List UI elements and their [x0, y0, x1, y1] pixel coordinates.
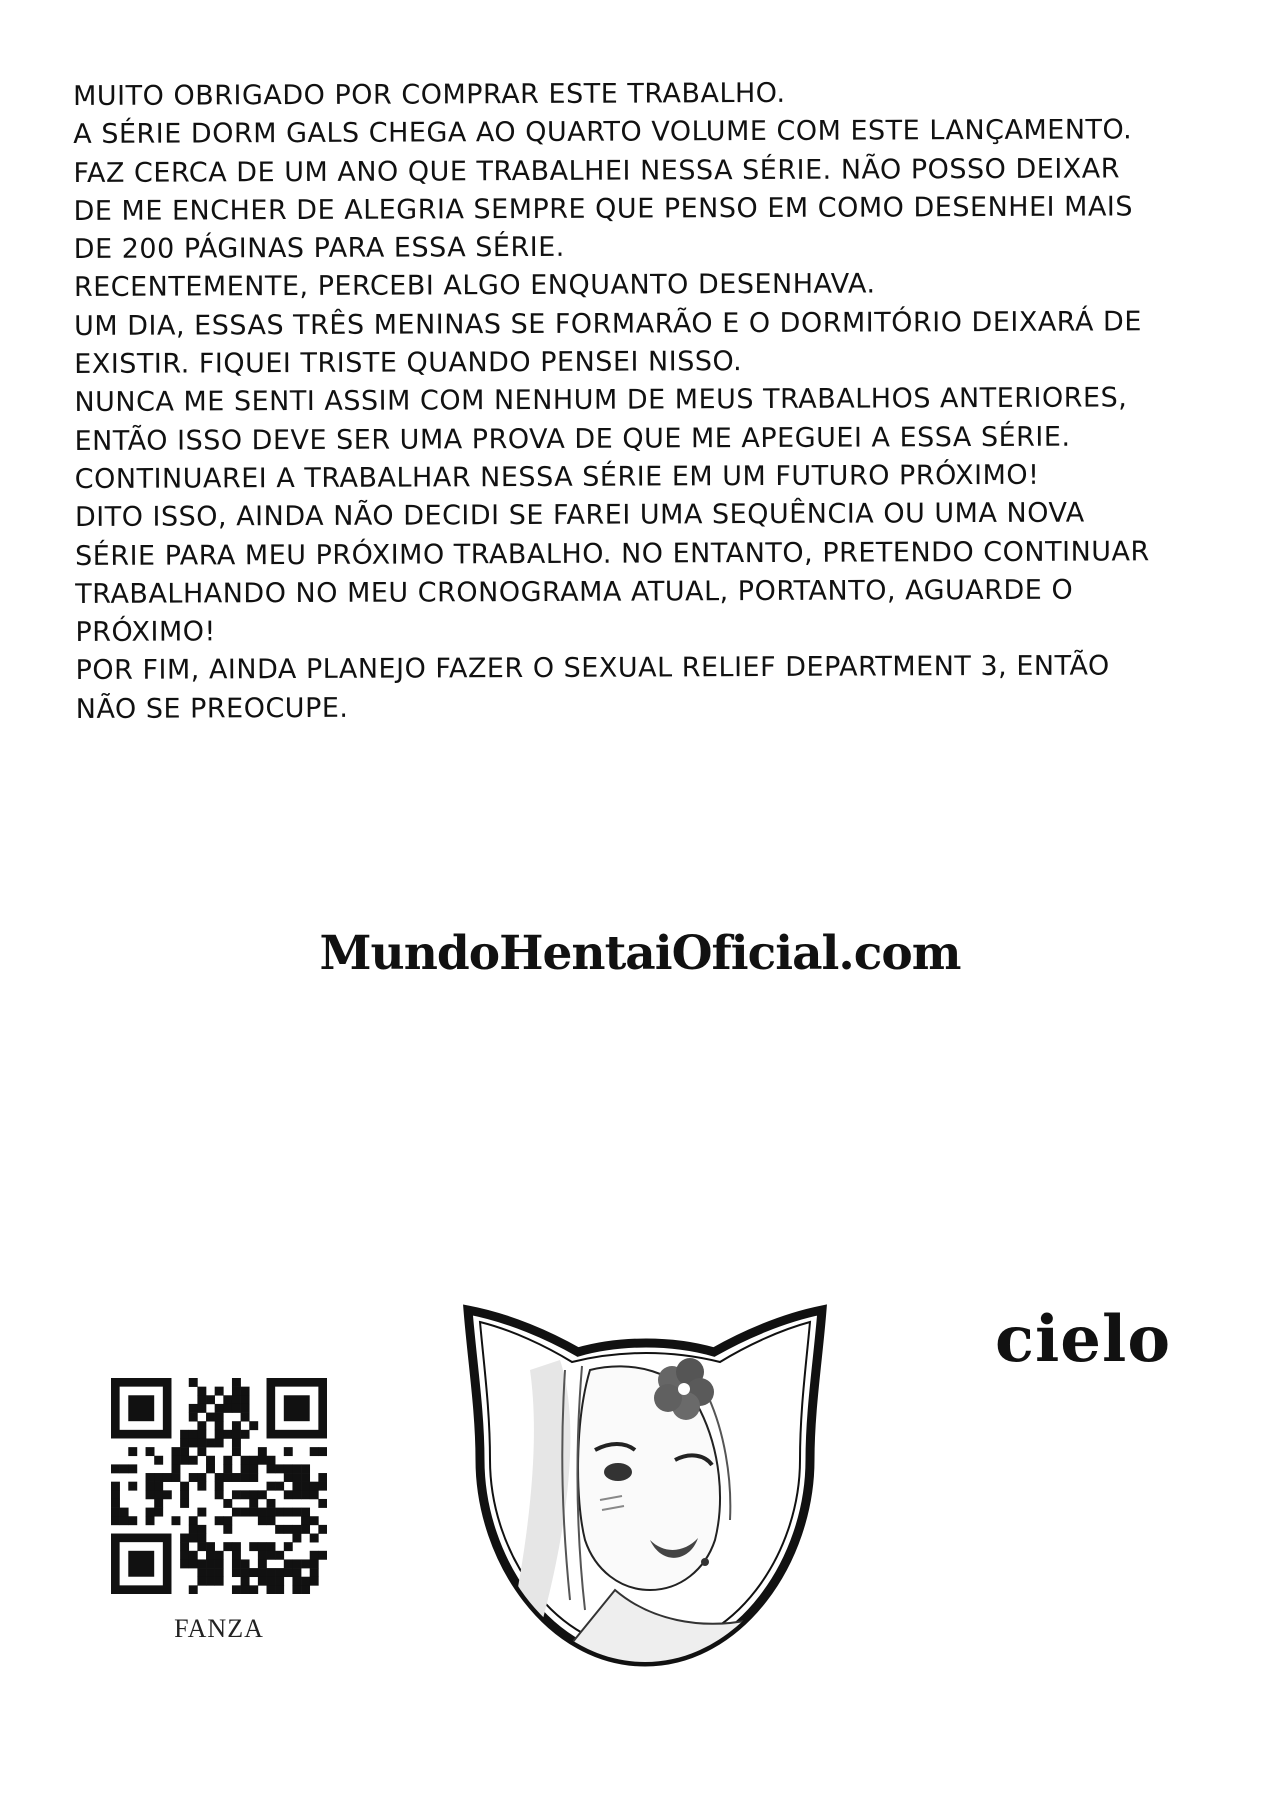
afterword-line: POR FIM, AINDA PLANEJO FAZER O SEXUAL RELIEF DEPARTMENT 3, ENTÃO	[75, 650, 1110, 687]
artist-name: cielo	[995, 1302, 1171, 1377]
qr-code-icon	[111, 1378, 327, 1594]
afterword-line: DE 200 PÁGINAS PARA ESSA SÉRIE.	[73, 232, 565, 266]
afterword-line: A SÉRIE DORM GALS CHEGA AO QUARTO VOLUME COM ESTE LANÇAMENTO.	[73, 114, 1133, 151]
afterword-line: TRABALHANDO NO MEU CRONOGRAMA ATUAL, PORTANTO, AGUARDE O	[75, 574, 1074, 610]
afterword-line: ENTÃO ISSO DEVE SER UMA PROVA DE QUE ME APEGUEI A ESSA SÉRIE.	[74, 421, 1071, 457]
site-credit-watermark: MundoHentaiOficial.com	[319, 926, 961, 981]
afterword-line: MUITO OBRIGADO POR COMPRAR ESTE TRABALHO.	[73, 77, 786, 112]
afterword-line: DITO ISSO, AINDA NÃO DECIDI SE FAREI UMA SEQUÊNCIA OU UMA NOVA	[74, 497, 1085, 534]
afterword-line: UM DIA, ESSAS TRÊS MENINAS SE FORMARÃO E O DORMITÓRIO DEIXARÁ DE	[74, 306, 1142, 342]
afterword-line: PRÓXIMO!	[75, 616, 216, 649]
afterword-line: DE ME ENCHER DE ALEGRIA SEMPRE QUE PENSO EM COMO DESENHEI MAIS	[73, 191, 1134, 227]
qr-code-block	[111, 1378, 327, 1644]
cat-ear-portrait-icon	[450, 1300, 840, 1670]
qr-caption: FANZA	[174, 1614, 264, 1643]
afterword-line: NÃO SE PREOCUPE.	[75, 692, 349, 725]
afterword-line: NUNCA ME SENTI ASSIM COM NENHUM DE MEUS TRABALHOS ANTERIORES,	[74, 382, 1128, 419]
afterword-line: RECENTEMENTE, PERCEBI ALGO ENQUANTO DESENHAVA.	[73, 268, 876, 304]
afterword-line: CONTINUAREI A TRABALHAR NESSA SÉRIE EM UM FUTURO PRÓXIMO!	[74, 459, 1040, 495]
afterword-line: FAZ CERCA DE UM ANO QUE TRABALHEI NESSA SÉRIE. NÃO POSSO DEIXAR	[73, 153, 1121, 189]
afterword-line: EXISTIR. FIQUEI TRISTE QUANDO PENSEI NISSO.	[74, 346, 743, 381]
afterword-line: SÉRIE PARA MEU PRÓXIMO TRABALHO. NO ENTANTO, PRETENDO CONTINUAR	[75, 535, 1150, 572]
afterword-text	[73, 73, 1226, 729]
